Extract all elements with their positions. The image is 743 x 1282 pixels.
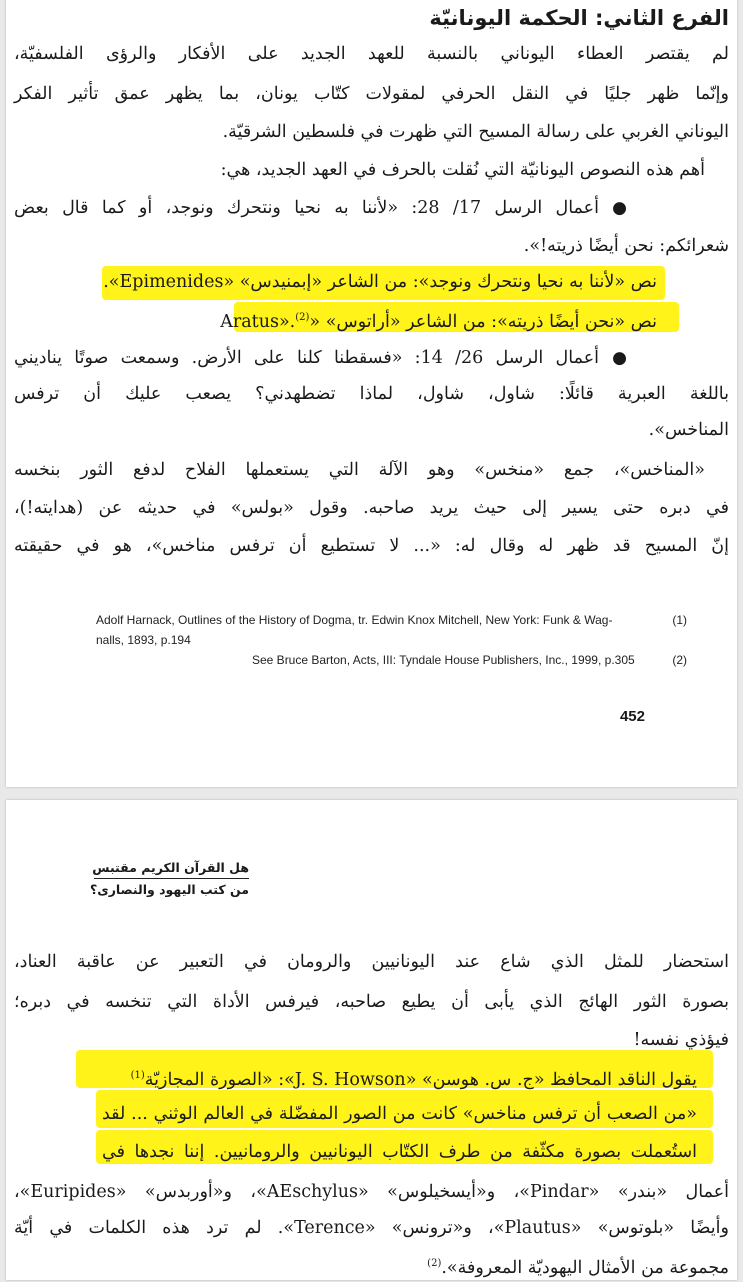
body-line: أهم هذه النصوص اليونانيّة التي نُقلت بالحرف في العهد الجديد، هي: <box>220 160 705 180</box>
footnote-number: (1) <box>672 613 687 627</box>
footnote-text: See Bruce Barton, Acts, III: Tyndale House Publishers, Inc., 1999, p.305 <box>252 653 635 667</box>
body-line: إنّ المسيح قد ظهر له وقال له: «... لا تستطيع أن ترفس مناخس»، هو في حقيقته <box>14 536 729 556</box>
body-line: لم يقتصر العطاء اليوناني بالنسبة للعهد الجديد على الأفكار والرؤى الفلسفيّة، <box>14 44 729 64</box>
body-line: بصورة الثور الهائج الذي يأبى أن يطيع صاحبه، فيرفس الأداة التي تنخسه في دبره؛ <box>14 992 729 1012</box>
footnote-number: (2) <box>672 653 687 667</box>
book-page-next <box>6 800 737 1280</box>
section-heading: الفرع الثاني: الحكمة اليونانيّة <box>429 6 729 30</box>
body-line: شعرائكم: نحن أيضًا ذريته!». <box>523 236 729 256</box>
body-line: أعمال الرسل 26/ 14: «فسقطنا كلنا على الأرض. وسمعت صوتًا يناديني <box>14 348 599 368</box>
body-line: فيؤذي نفسه! <box>633 1030 729 1050</box>
footnote-ref: (2) <box>295 312 310 323</box>
highlighted-text: يقول الناقد المحافظ «ج. س. هوسن» «J. S. Howson»: «الصورة المجازيّة <box>144 1069 697 1090</box>
body-line: «المناخس»، جمع «منخس» وهو الآلة التي يستعملها الفلاح لدفع الثور بنخسه <box>14 460 705 480</box>
running-head <box>92 860 249 875</box>
footnote-2 <box>252 650 687 670</box>
body-line: أعمال «بندر» «Pindar»، و«أيسخيلوس» «AEschylus»، و«أوربدس» «Euripides»، <box>14 1182 730 1202</box>
highlighted-text: نص «نحن أيضًا ذريته»: من الشاعر «أراتوس» «Aratus». <box>220 311 657 332</box>
highlighted-text: نص «لأننا به نحيا ونتحرك ونوجد»: من الشاعر «إبمنيدس» «Epimenides». <box>103 272 657 292</box>
bullet-icon: ● <box>612 198 627 218</box>
body-text: مجموعة من الأمثال اليهوديّة المعروفة». <box>441 1257 729 1278</box>
book-page-452 <box>6 0 737 787</box>
highlighted-line: استُعملت بصورة مكثّفة من طرف الكتّاب اليونانيين والرومانيين. إننا نجدها في <box>102 1142 697 1162</box>
highlighted-line <box>86 1062 697 1094</box>
body-line: استحضار للمثل الذي شاع عند اليونانيين والرومان في التعبير عن عاقبة العناد، <box>14 952 729 972</box>
body-line: وأيضًا «بلوتوس» «Plautus»، و«ترونس» «Terence». لم ترد هذه الكلمات في أيّة <box>14 1218 729 1238</box>
footnote-text: Adolf Harnack, Outlines of the History of Dogma, tr. Edwin Knox Mitchell, New York: Funk & Wag- <box>96 613 613 627</box>
running-head-line: من كتب اليهود والنصارى؟ <box>90 882 249 897</box>
body-line: وإنّما ظهر جليًا في النقل الحرفي لمقولات كتّاب يونان، بما يظهر عمق تأثير الفكر <box>14 84 729 104</box>
running-head <box>90 882 249 897</box>
bullet-icon: ● <box>612 348 627 368</box>
body-line: في دبره حتى يسير إلى حيث يريد صاحبه. وقول «بولس» في حديثه عن (هدايته!)، <box>14 498 729 518</box>
body-line: المناخس». <box>648 420 729 440</box>
highlighted-line <box>103 268 657 296</box>
running-head-rule <box>94 878 249 879</box>
footnote-ref: (1) <box>130 1070 145 1081</box>
footnote-1 <box>96 610 687 630</box>
body-line <box>14 1250 729 1282</box>
running-head-line: هل القرآن الكريم مقتبس <box>92 860 249 875</box>
body-line: أعمال الرسل 17/ 28: «لأننا به نحيا ونتحرك ونوجد، أو كما قال بعض <box>14 198 599 218</box>
footnote-text: nalls, 1893, p.194 <box>96 633 191 647</box>
body-line: اليوناني الغربي على رسالة المسيح التي ظهرت في فلسطين الشرقيّة. <box>222 122 729 142</box>
page-number: 452 <box>619 708 645 725</box>
highlighted-line <box>220 304 657 336</box>
highlighted-line: «من الصعب أن ترفس مناخس» كانت من الصور المفضّلة في العالم الوثني ... لقد <box>102 1104 697 1124</box>
footnote-ref: (2) <box>427 1258 442 1269</box>
footnote-1-cont <box>96 630 643 650</box>
body-line: باللغة العبرية قائلًا: شاول، شاول، لماذا تضطهدني؟ يصعب عليك أن ترفس <box>14 384 729 404</box>
